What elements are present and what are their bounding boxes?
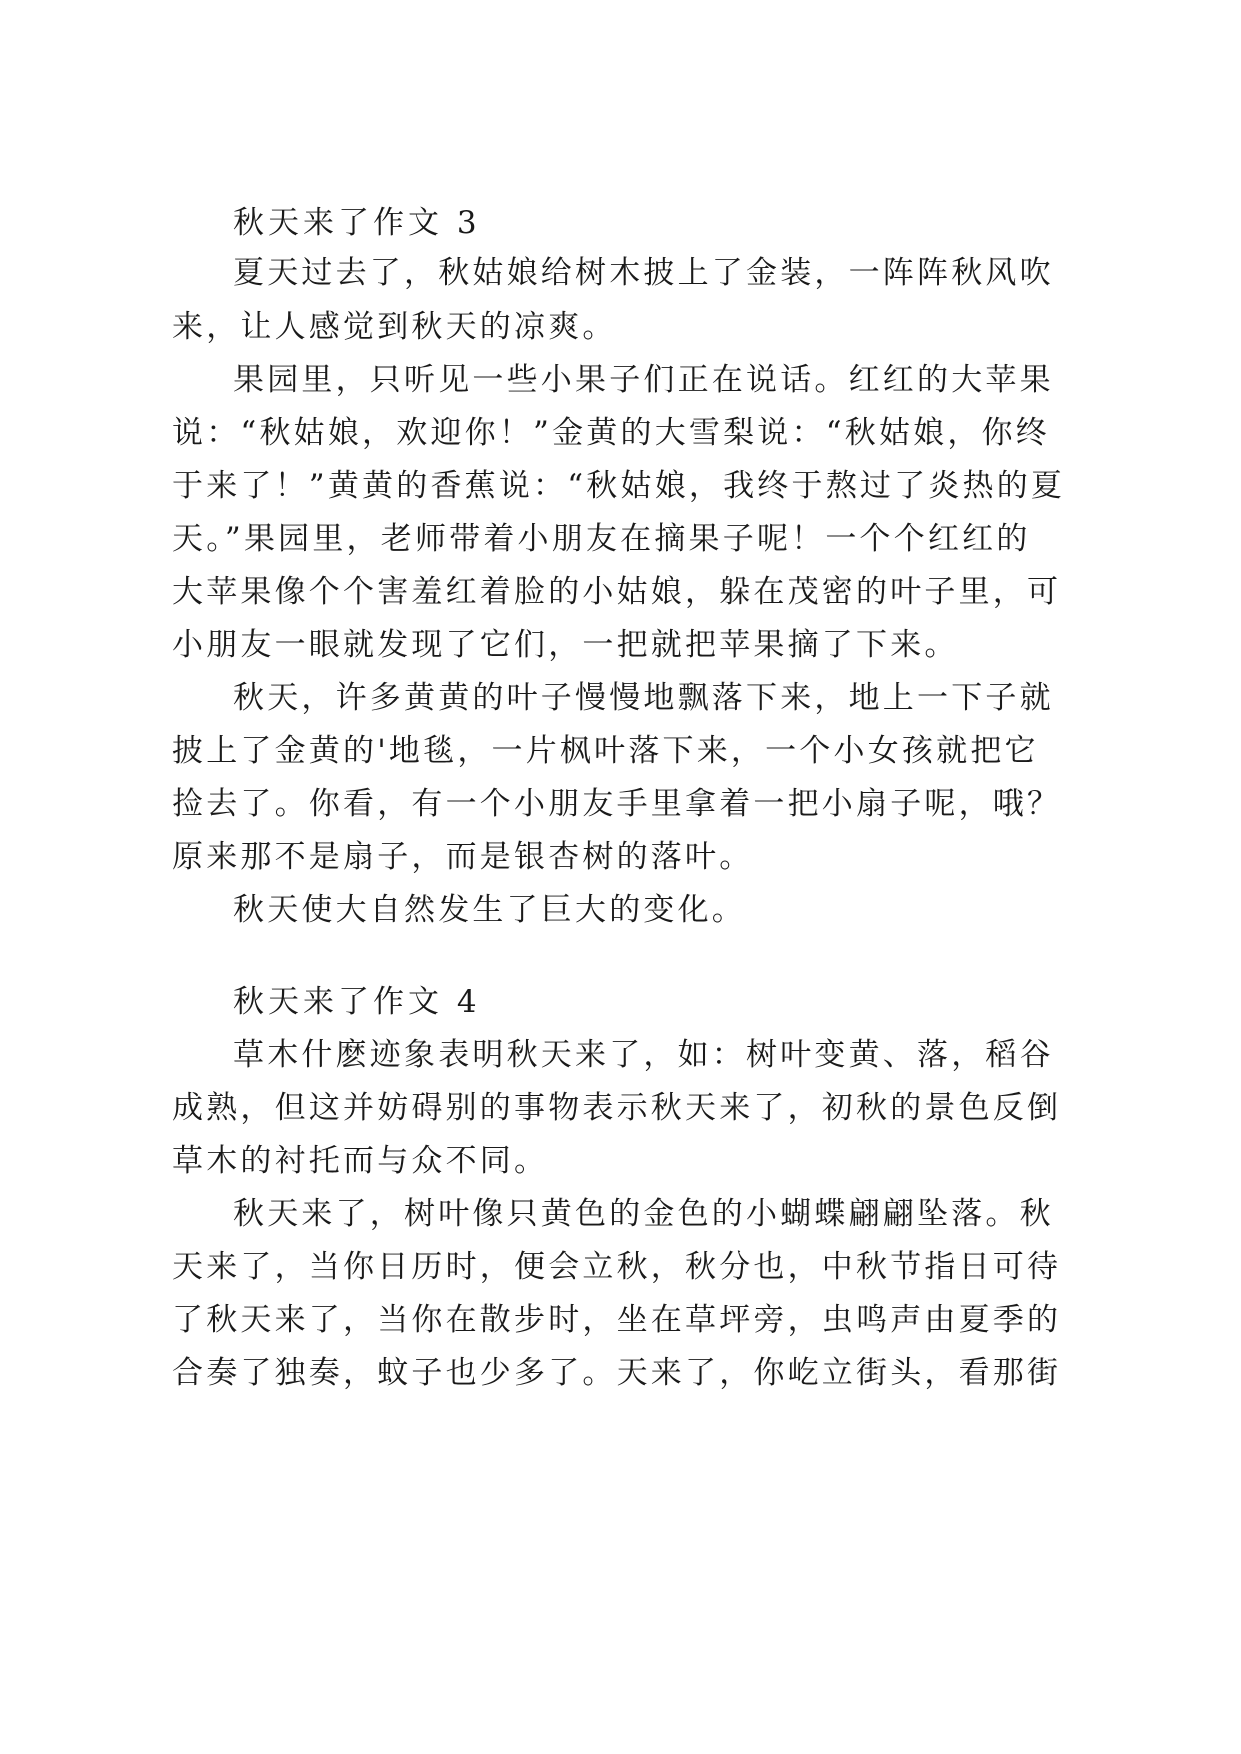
paragraph-line: 捡去了。你看，有一个小朋友手里拿着一把小扇子呢，哦？ [172,786,1062,822]
paragraph-line: 于来了！”黄黄的香蕉说：“秋姑娘，我终于熬过了炎热的夏 [172,468,1066,504]
paragraph-line: 成熟，但这并妨碍别的事物表示秋天来了，初秋的景色反倒 [172,1090,1062,1126]
paragraph-line: 了秋天来了，当你在散步时，坐在草坪旁，虫鸣声由夏季的 [172,1302,1062,1338]
paragraph-line: 披上了金黄的'地毯，一片枫叶落下来，一个小女孩就把它 [172,733,1039,769]
paragraph-line: 秋天使大自然发生了巨大的变化。 [233,892,746,928]
paragraph-line: 原来那不是扇子，而是银杏树的落叶。 [172,839,754,875]
paragraph-line: 合奏了独奏，蚊子也少多了。天来了，你屹立街头，看那街 [172,1355,1062,1391]
paragraph-line: 天来了，当你日历时，便会立秋，秋分也，中秋节指日可待 [172,1249,1062,1285]
section-title: 秋天来了作文 3 [233,205,481,241]
paragraph-line: 天。”果园里，老师带着小朋友在摘果子呢！一个个红红的 [172,521,1031,557]
paragraph-line: 草木什麽迹象表明秋天来了，如：树叶变黄、落，稻谷 [233,1037,1054,1073]
paragraph-line: 秋天来了，树叶像只黄色的金色的小蝴蝶翩翩坠落。秋 [233,1196,1054,1232]
section-title: 秋天来了作文 4 [233,984,481,1020]
paragraph-line: 秋天，许多黄黄的叶子慢慢地飘落下来，地上一下子就 [233,680,1054,716]
paragraph-line: 夏天过去了，秋姑娘给树木披上了金装，一阵阵秋风吹 [233,255,1054,291]
paragraph-line: 果园里，只听见一些小果子们正在说话。红红的大苹果 [233,362,1054,398]
paragraph-line: 说：“秋姑娘，欢迎你！”金黄的大雪梨说：“秋姑娘，你终 [172,415,1050,451]
paragraph-line: 草木的衬托而与众不同。 [172,1143,549,1179]
paragraph-line: 小朋友一眼就发现了它们，一把就把苹果摘了下来。 [172,627,959,663]
paragraph-line: 大苹果像个个害羞红着脸的小姑娘，躲在茂密的叶子里，可 [172,574,1062,610]
paragraph-line: 来，让人感觉到秋天的凉爽。 [172,309,617,345]
